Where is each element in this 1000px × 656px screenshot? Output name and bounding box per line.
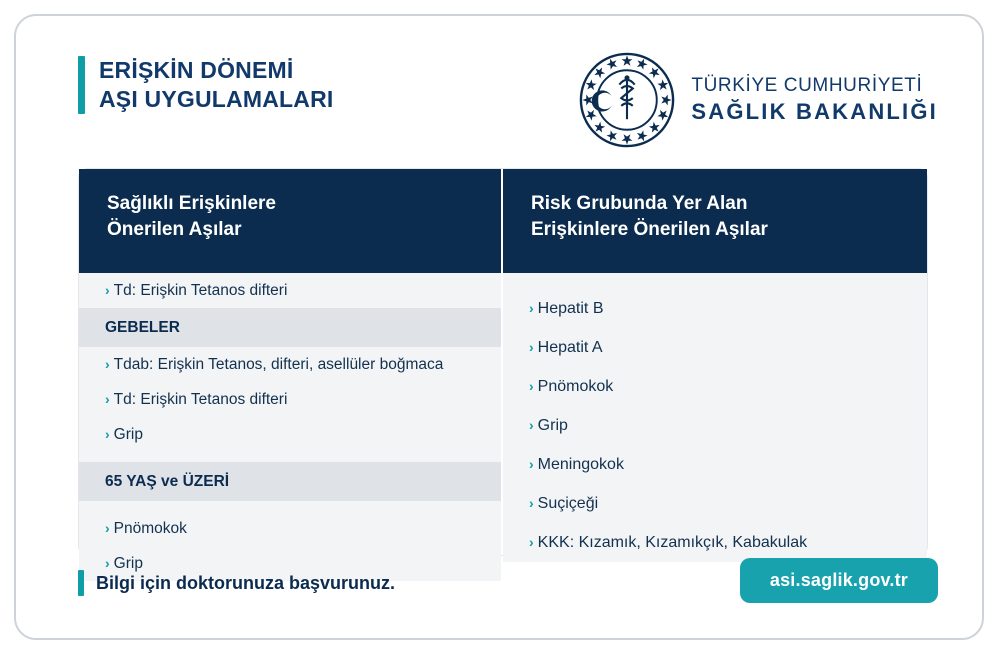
list-item: [503, 445, 927, 484]
section-heading-label: 65 YAŞ ve ÜZERİ: [105, 473, 230, 490]
list-item: [79, 511, 501, 546]
list-item-label: Td: Erişkin Tetanos difteri: [113, 391, 288, 408]
list-item: [503, 406, 927, 445]
list-item-label: Meningokok: [537, 456, 624, 473]
list-item: [79, 417, 501, 452]
column-risk-group-adults: [503, 169, 927, 555]
list-item-label: Hepatit B: [537, 300, 604, 317]
card-header: [16, 16, 982, 156]
section-heading: [79, 308, 501, 347]
chevron-right-icon: ›: [105, 520, 110, 536]
title-line-1: ERİŞKİN DÖNEMİ: [99, 57, 294, 83]
list-item-label: Grip: [113, 555, 143, 572]
list-item-label: Suçiçeği: [537, 495, 599, 512]
card-footer: [16, 564, 982, 610]
title-accent-bar: [78, 56, 85, 114]
column-header-healthy-adults: [79, 169, 501, 273]
column-header-line-2: Önerilen Aşılar: [107, 219, 242, 240]
section-heading-label: GEBELER: [105, 319, 180, 336]
list-item: [79, 382, 501, 417]
column-body-risk-group: [503, 273, 927, 555]
column-header-line-1: Sağlıklı Erişkinlere: [107, 193, 276, 214]
list-item-label: Pnömokok: [537, 378, 614, 395]
vaccine-table: [78, 168, 928, 572]
title-text: [99, 56, 333, 114]
list-item-label: Grip: [113, 426, 143, 443]
column-header-line-2: Erişkinlere Önerilen Aşılar: [531, 219, 768, 240]
list-item-label: Grip: [537, 417, 568, 434]
row-spacer: [79, 452, 501, 462]
brand-line-2: SAĞLIK BAKANLIĞI: [691, 99, 938, 125]
chevron-right-icon: ›: [529, 417, 534, 433]
footer-note-label: Bilgi için doktorunuza başvurunuz.: [96, 573, 396, 593]
list-item-label: Tdab: Erişkin Tetanos, difteri, asellüler boğmaca: [113, 356, 444, 373]
list-item: [503, 367, 927, 406]
ministry-emblem-icon: [579, 52, 675, 148]
footer-accent-bar: [78, 570, 84, 596]
list-item-label: Pnömokok: [113, 520, 187, 537]
page-title: [78, 56, 333, 114]
list-item: [503, 523, 927, 562]
chevron-right-icon: ›: [105, 555, 110, 571]
list-item: [79, 347, 501, 382]
chevron-right-icon: ›: [105, 356, 110, 372]
list-item: [79, 273, 501, 308]
list-item: [503, 289, 927, 328]
brand-text: [691, 74, 938, 125]
chevron-right-icon: ›: [529, 339, 534, 355]
row-spacer: [79, 501, 501, 511]
section-heading: [79, 462, 501, 501]
brand-line-1: TÜRKİYE CUMHURİYETİ: [691, 75, 923, 97]
footer-note: [78, 570, 395, 596]
list-item: [503, 484, 927, 523]
chevron-right-icon: ›: [529, 534, 534, 550]
list-item-label: KKK: Kızamık, Kızamıkçık, Kabakulak: [537, 534, 808, 551]
column-header-risk-group: [503, 169, 927, 273]
website-link-button[interactable]: asi.saglik.gov.tr: [740, 558, 938, 603]
column-body-healthy-adults: [79, 273, 501, 572]
title-line-2: AŞI UYGULAMALARI: [99, 86, 334, 112]
chevron-right-icon: ›: [529, 495, 534, 511]
list-item-label: Td: Erişkin Tetanos difteri: [113, 282, 288, 299]
list-item: [503, 328, 927, 367]
vaccination-info-card: [14, 14, 984, 640]
ministry-brand: [579, 52, 938, 148]
column-header-line-1: Risk Grubunda Yer Alan: [531, 193, 748, 214]
chevron-right-icon: ›: [529, 378, 534, 394]
column-healthy-adults: [79, 169, 503, 572]
chevron-right-icon: ›: [105, 391, 110, 407]
chevron-right-icon: ›: [105, 282, 110, 298]
chevron-right-icon: ›: [529, 456, 534, 472]
chevron-right-icon: ›: [529, 300, 534, 316]
chevron-right-icon: ›: [105, 426, 110, 442]
list-item-label: Hepatit A: [537, 339, 603, 356]
